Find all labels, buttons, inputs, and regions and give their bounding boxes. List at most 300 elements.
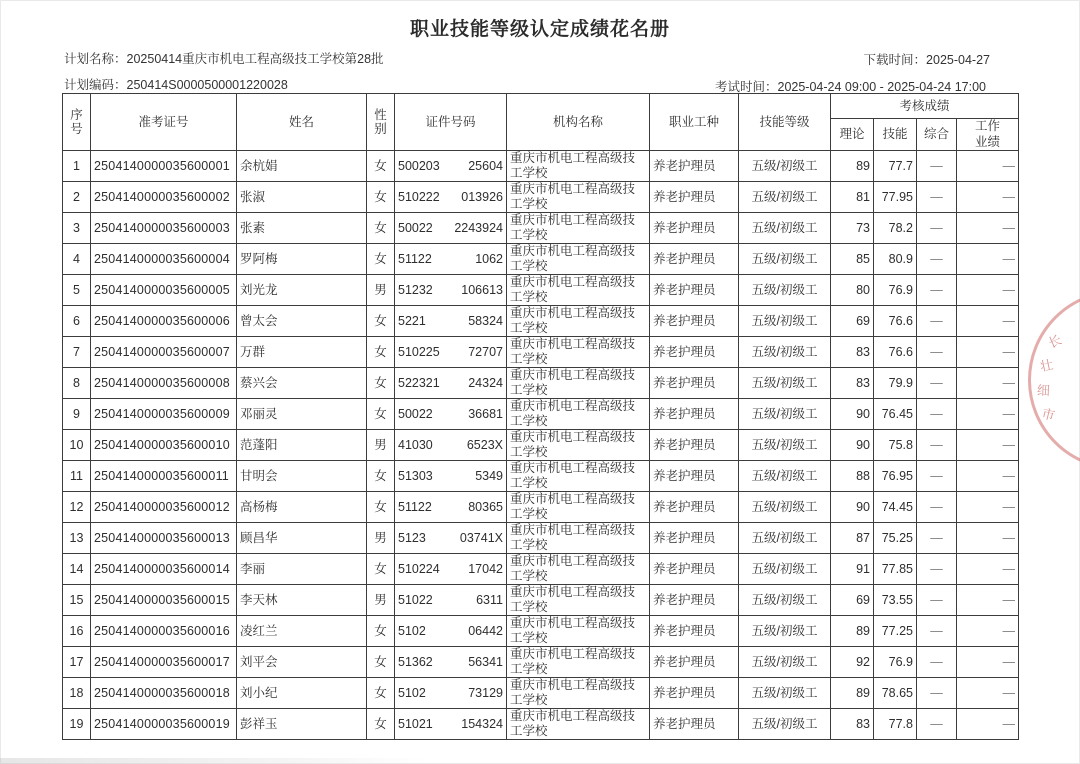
id-prefix: 5123 xyxy=(398,531,426,546)
cell-no: 8 xyxy=(63,368,91,399)
cell-no: 7 xyxy=(63,337,91,368)
cell-comprehensive: — xyxy=(917,523,957,554)
cell-level: 五级/初级工 xyxy=(739,430,831,461)
cell-comprehensive: — xyxy=(917,337,957,368)
stamp-glyph: 壮 xyxy=(1038,356,1055,375)
id-suffix: 2243924 xyxy=(454,221,503,236)
cell-work: — xyxy=(957,616,1019,647)
table-row xyxy=(63,492,1019,523)
cell-no: 2 xyxy=(63,182,91,213)
id-prefix: 51122 xyxy=(398,500,432,515)
exam-time-label: 考试时间： xyxy=(714,80,778,94)
cell-gender: 女 xyxy=(367,616,395,647)
cell-job: 养老护理员 xyxy=(650,430,739,461)
id-prefix: 5221 xyxy=(398,314,426,329)
cell-level: 五级/初级工 xyxy=(739,399,831,430)
cell-job: 养老护理员 xyxy=(650,492,739,523)
cell-gender: 女 xyxy=(367,337,395,368)
table-row xyxy=(63,430,1019,461)
cell-id xyxy=(395,244,507,275)
cell-job: 养老护理员 xyxy=(650,554,739,585)
id-prefix: 51022 xyxy=(398,593,433,608)
id-suffix: 6311 xyxy=(476,593,503,608)
cell-theory: 90 xyxy=(831,430,874,461)
id-prefix: 51362 xyxy=(398,655,433,670)
plan-code-line xyxy=(64,75,288,94)
col-header-comprehensive: 综合 xyxy=(917,119,957,151)
cell-ticket: 2504140000035600006 xyxy=(91,306,237,337)
cell-theory: 89 xyxy=(831,151,874,182)
table-row xyxy=(63,461,1019,492)
cell-work: — xyxy=(957,306,1019,337)
plan-code-value: 250414S0000500001220028 xyxy=(126,78,288,92)
cell-name: 刘平会 xyxy=(237,647,367,678)
cell-gender: 女 xyxy=(367,492,395,523)
cell-work: — xyxy=(957,523,1019,554)
table-row xyxy=(63,337,1019,368)
cell-comprehensive: — xyxy=(917,306,957,337)
cell-ticket: 2504140000035600001 xyxy=(91,151,237,182)
cell-org: 重庆市机电工程高级技工学校 xyxy=(507,585,650,616)
cell-id xyxy=(395,275,507,306)
cell-work: — xyxy=(957,151,1019,182)
cell-job: 养老护理员 xyxy=(650,461,739,492)
cell-comprehensive: — xyxy=(917,151,957,182)
cell-org: 重庆市机电工程高级技工学校 xyxy=(507,337,650,368)
cell-gender: 女 xyxy=(367,554,395,585)
cell-skill: 77.7 xyxy=(874,151,917,182)
table-row xyxy=(63,554,1019,585)
roster-body xyxy=(63,151,1019,740)
cell-name: 刘光龙 xyxy=(237,275,367,306)
cell-level: 五级/初级工 xyxy=(739,337,831,368)
cell-ticket: 2504140000035600010 xyxy=(91,430,237,461)
stamp-glyph: 细 xyxy=(1036,382,1051,399)
cell-theory: 91 xyxy=(831,554,874,585)
cell-name: 彭祥玉 xyxy=(237,709,367,740)
id-suffix: 6523X xyxy=(466,438,503,453)
id-suffix: 1062 xyxy=(475,252,503,267)
cell-job: 养老护理员 xyxy=(650,306,739,337)
id-suffix: 06442 xyxy=(468,624,503,639)
cell-comprehensive: — xyxy=(917,430,957,461)
cell-gender: 男 xyxy=(367,585,395,616)
id-suffix: 25604 xyxy=(468,159,503,174)
id-suffix: 58324 xyxy=(468,314,503,329)
cell-ticket: 2504140000035600009 xyxy=(91,399,237,430)
cell-id xyxy=(395,337,507,368)
cell-comprehensive: — xyxy=(917,647,957,678)
cell-skill: 77.85 xyxy=(874,554,917,585)
cell-name: 顾昌华 xyxy=(237,523,367,554)
plan-name-value: 20250414重庆市机电工程高级技工学校第28批 xyxy=(126,52,384,66)
cell-ticket: 2504140000035600012 xyxy=(91,492,237,523)
cell-skill: 76.9 xyxy=(874,647,917,678)
cell-ticket: 2504140000035600002 xyxy=(91,182,237,213)
cell-work: — xyxy=(957,368,1019,399)
id-suffix: 36681 xyxy=(468,407,503,422)
cell-job: 养老护理员 xyxy=(650,585,739,616)
cell-comprehensive: — xyxy=(917,182,957,213)
cell-ticket: 2504140000035600019 xyxy=(91,709,237,740)
cell-skill: 75.8 xyxy=(874,430,917,461)
cell-work: — xyxy=(957,647,1019,678)
cell-comprehensive: — xyxy=(917,709,957,740)
cell-level: 五级/初级工 xyxy=(739,647,831,678)
cell-name: 李丽 xyxy=(237,554,367,585)
col-header-skill: 技能 xyxy=(874,119,917,151)
table-row xyxy=(63,616,1019,647)
cell-id xyxy=(395,461,507,492)
cell-work: — xyxy=(957,399,1019,430)
cell-org: 重庆市机电工程高级技工学校 xyxy=(507,678,650,709)
cell-org: 重庆市机电工程高级技工学校 xyxy=(507,182,650,213)
cell-skill: 76.45 xyxy=(874,399,917,430)
id-prefix: 522321 xyxy=(398,376,440,391)
page-title: 职业技能等级认定成绩花名册 xyxy=(409,19,670,40)
cell-job: 养老护理员 xyxy=(650,368,739,399)
cell-skill: 76.95 xyxy=(874,461,917,492)
cell-comprehensive: — xyxy=(917,368,957,399)
cell-gender: 女 xyxy=(367,678,395,709)
cell-level: 五级/初级工 xyxy=(739,554,831,585)
cell-work: — xyxy=(957,492,1019,523)
cell-no: 3 xyxy=(63,213,91,244)
cell-gender: 男 xyxy=(367,430,395,461)
cell-id xyxy=(395,213,507,244)
cell-theory: 90 xyxy=(831,399,874,430)
cell-level: 五级/初级工 xyxy=(739,523,831,554)
cell-skill: 74.45 xyxy=(874,492,917,523)
col-header-org: 机构名称 xyxy=(507,94,650,151)
cell-ticket: 2504140000035600004 xyxy=(91,244,237,275)
cell-theory: 83 xyxy=(831,337,874,368)
id-suffix: 5349 xyxy=(475,469,503,484)
cell-level: 五级/初级工 xyxy=(739,585,831,616)
cell-comprehensive: — xyxy=(917,213,957,244)
cell-job: 养老护理员 xyxy=(650,275,739,306)
cell-job: 养老护理员 xyxy=(650,647,739,678)
cell-id xyxy=(395,585,507,616)
download-time-line xyxy=(864,50,990,69)
cell-no: 13 xyxy=(63,523,91,554)
cell-org: 重庆市机电工程高级技工学校 xyxy=(507,523,650,554)
cell-org: 重庆市机电工程高级技工学校 xyxy=(507,709,650,740)
cell-id xyxy=(395,709,507,740)
id-prefix: 51122 xyxy=(398,252,432,267)
cell-work: — xyxy=(957,213,1019,244)
cell-skill: 76.6 xyxy=(874,337,917,368)
cell-level: 五级/初级工 xyxy=(739,709,831,740)
cell-theory: 81 xyxy=(831,182,874,213)
cell-skill: 80.9 xyxy=(874,244,917,275)
cell-ticket: 2504140000035600008 xyxy=(91,368,237,399)
id-suffix: 80365 xyxy=(468,500,503,515)
cell-name: 高杨梅 xyxy=(237,492,367,523)
cell-theory: 89 xyxy=(831,678,874,709)
cell-id xyxy=(395,647,507,678)
id-suffix: 72707 xyxy=(468,345,503,360)
id-prefix: 50022 xyxy=(398,221,433,236)
cell-theory: 88 xyxy=(831,461,874,492)
cell-gender: 女 xyxy=(367,368,395,399)
exam-time-value: 2025-04-24 09:00 - 2025-04-24 17:00 xyxy=(777,80,986,94)
id-suffix: 24324 xyxy=(468,376,503,391)
cell-theory: 73 xyxy=(831,213,874,244)
cell-ticket: 2504140000035600003 xyxy=(91,213,237,244)
id-prefix: 5102 xyxy=(398,624,426,639)
col-header-work xyxy=(957,119,1019,151)
cell-name: 张淑 xyxy=(237,182,367,213)
cell-gender: 女 xyxy=(367,709,395,740)
cell-no: 18 xyxy=(63,678,91,709)
cell-skill: 77.25 xyxy=(874,616,917,647)
cell-level: 五级/初级工 xyxy=(739,213,831,244)
table-row xyxy=(63,213,1019,244)
col-header-work-label: 工作业绩 xyxy=(974,119,1000,149)
cell-comprehensive: — xyxy=(917,678,957,709)
cell-name: 余杭娟 xyxy=(237,151,367,182)
cell-job: 养老护理员 xyxy=(650,616,739,647)
cell-name: 蔡兴会 xyxy=(237,368,367,399)
cell-theory: 85 xyxy=(831,244,874,275)
cell-work: — xyxy=(957,244,1019,275)
table-row xyxy=(63,182,1019,213)
id-prefix: 51021 xyxy=(398,717,433,732)
cell-no: 6 xyxy=(63,306,91,337)
id-suffix: 154324 xyxy=(461,717,503,732)
table-row xyxy=(63,275,1019,306)
cell-no: 11 xyxy=(63,461,91,492)
id-prefix: 510225 xyxy=(398,345,440,360)
cell-gender: 女 xyxy=(367,151,395,182)
cell-org: 重庆市机电工程高级技工学校 xyxy=(507,275,650,306)
table-row xyxy=(63,585,1019,616)
cell-work: — xyxy=(957,182,1019,213)
id-prefix: 500203 xyxy=(398,159,440,174)
cell-id xyxy=(395,616,507,647)
table-row xyxy=(63,647,1019,678)
cell-no: 9 xyxy=(63,399,91,430)
col-header-level: 技能等级 xyxy=(739,94,831,151)
roster-header xyxy=(63,94,1019,151)
cell-skill: 78.2 xyxy=(874,213,917,244)
cell-work: — xyxy=(957,275,1019,306)
cell-comprehensive: — xyxy=(917,616,957,647)
stamp-glyph: 长 xyxy=(1045,331,1064,351)
cell-theory: 80 xyxy=(831,275,874,306)
cell-level: 五级/初级工 xyxy=(739,492,831,523)
table-row xyxy=(63,368,1019,399)
cell-no: 19 xyxy=(63,709,91,740)
roster-table xyxy=(62,93,1019,740)
table-row xyxy=(63,306,1019,337)
id-prefix: 51303 xyxy=(398,469,433,484)
cell-work: — xyxy=(957,461,1019,492)
cell-skill: 77.8 xyxy=(874,709,917,740)
plan-name-label: 计划名称： xyxy=(64,52,127,66)
cell-theory: 83 xyxy=(831,368,874,399)
cell-level: 五级/初级工 xyxy=(739,244,831,275)
cell-no: 12 xyxy=(63,492,91,523)
cell-org: 重庆市机电工程高级技工学校 xyxy=(507,430,650,461)
cell-id xyxy=(395,182,507,213)
cell-name: 凌红兰 xyxy=(237,616,367,647)
cell-level: 五级/初级工 xyxy=(739,182,831,213)
cell-name: 甘明会 xyxy=(237,461,367,492)
id-prefix: 51232 xyxy=(398,283,433,298)
cell-level: 五级/初级工 xyxy=(739,151,831,182)
table-row xyxy=(63,244,1019,275)
id-suffix: 56341 xyxy=(468,655,503,670)
cell-no: 16 xyxy=(63,616,91,647)
table-row xyxy=(63,709,1019,740)
table-row xyxy=(63,151,1019,182)
cell-org: 重庆市机电工程高级技工学校 xyxy=(507,461,650,492)
cell-level: 五级/初级工 xyxy=(739,368,831,399)
cell-name: 曾太会 xyxy=(237,306,367,337)
cell-level: 五级/初级工 xyxy=(739,306,831,337)
cell-gender: 男 xyxy=(367,275,395,306)
cell-gender: 女 xyxy=(367,244,395,275)
id-prefix: 510222 xyxy=(398,190,440,205)
cell-level: 五级/初级工 xyxy=(739,678,831,709)
id-suffix: 106613 xyxy=(461,283,503,298)
col-header-theory: 理论 xyxy=(831,119,874,151)
cell-comprehensive: — xyxy=(917,399,957,430)
cell-id xyxy=(395,492,507,523)
cell-job: 养老护理员 xyxy=(650,337,739,368)
cell-ticket: 2504140000035600014 xyxy=(91,554,237,585)
cell-no: 17 xyxy=(63,647,91,678)
cell-gender: 男 xyxy=(367,523,395,554)
cell-ticket: 2504140000035600017 xyxy=(91,647,237,678)
cell-id xyxy=(395,430,507,461)
cell-ticket: 2504140000035600007 xyxy=(91,337,237,368)
id-prefix: 50022 xyxy=(398,407,433,422)
plan-code-label: 计划编码： xyxy=(64,78,127,92)
cell-id xyxy=(395,523,507,554)
cell-work: — xyxy=(957,709,1019,740)
col-header-gender: 性别 xyxy=(367,94,395,151)
table-row xyxy=(63,523,1019,554)
cell-id xyxy=(395,151,507,182)
cell-gender: 女 xyxy=(367,213,395,244)
cell-work: — xyxy=(957,430,1019,461)
cell-level: 五级/初级工 xyxy=(739,461,831,492)
cell-comprehensive: — xyxy=(917,461,957,492)
cell-comprehensive: — xyxy=(917,275,957,306)
cell-org: 重庆市机电工程高级技工学校 xyxy=(507,368,650,399)
cell-job: 养老护理员 xyxy=(650,399,739,430)
id-prefix: 510224 xyxy=(398,562,440,577)
cell-id xyxy=(395,306,507,337)
cell-org: 重庆市机电工程高级技工学校 xyxy=(507,244,650,275)
cell-comprehensive: — xyxy=(917,554,957,585)
table-row xyxy=(63,399,1019,430)
id-prefix: 5102 xyxy=(398,686,426,701)
cell-skill: 75.25 xyxy=(874,523,917,554)
table-row xyxy=(63,678,1019,709)
cell-theory: 69 xyxy=(831,306,874,337)
cell-id xyxy=(395,678,507,709)
cell-ticket: 2504140000035600005 xyxy=(91,275,237,306)
cell-level: 五级/初级工 xyxy=(739,275,831,306)
cell-id xyxy=(395,368,507,399)
cell-comprehensive: — xyxy=(917,492,957,523)
cell-org: 重庆市机电工程高级技工学校 xyxy=(507,554,650,585)
scan-artifact xyxy=(0,758,430,764)
cell-ticket: 2504140000035600016 xyxy=(91,616,237,647)
col-header-idnum: 证件号码 xyxy=(395,94,507,151)
cell-job: 养老护理员 xyxy=(650,523,739,554)
col-header-seq: 序号 xyxy=(63,94,91,151)
cell-no: 5 xyxy=(63,275,91,306)
cell-job: 养老护理员 xyxy=(650,213,739,244)
cell-name: 邓丽灵 xyxy=(237,399,367,430)
col-header-score-group: 考核成绩 xyxy=(831,94,1019,119)
cell-work: — xyxy=(957,337,1019,368)
cell-work: — xyxy=(957,585,1019,616)
cell-theory: 87 xyxy=(831,523,874,554)
col-header-job: 职业工种 xyxy=(650,94,739,151)
col-header-name: 姓名 xyxy=(237,94,367,151)
cell-no: 4 xyxy=(63,244,91,275)
download-time-label: 下载时间： xyxy=(863,53,927,67)
cell-org: 重庆市机电工程高级技工学校 xyxy=(507,492,650,523)
cell-skill: 77.95 xyxy=(874,182,917,213)
cell-org: 重庆市机电工程高级技工学校 xyxy=(507,616,650,647)
cell-gender: 女 xyxy=(367,306,395,337)
cell-comprehensive: — xyxy=(917,244,957,275)
cell-id xyxy=(395,399,507,430)
cell-id xyxy=(395,554,507,585)
cell-no: 1 xyxy=(63,151,91,182)
cell-ticket: 2504140000035600011 xyxy=(91,461,237,492)
id-suffix: 73129 xyxy=(468,686,503,701)
cell-ticket: 2504140000035600015 xyxy=(91,585,237,616)
cell-job: 养老护理员 xyxy=(650,182,739,213)
cell-org: 重庆市机电工程高级技工学校 xyxy=(507,213,650,244)
download-time-value: 2025-04-27 xyxy=(926,53,990,67)
cell-skill: 79.9 xyxy=(874,368,917,399)
cell-skill: 78.65 xyxy=(874,678,917,709)
cell-org: 重庆市机电工程高级技工学校 xyxy=(507,647,650,678)
cell-job: 养老护理员 xyxy=(650,709,739,740)
cell-no: 10 xyxy=(63,430,91,461)
cell-job: 养老护理员 xyxy=(650,678,739,709)
cell-theory: 89 xyxy=(831,616,874,647)
cell-work: — xyxy=(957,554,1019,585)
cell-name: 范蓬阳 xyxy=(237,430,367,461)
cell-name: 刘小纪 xyxy=(237,678,367,709)
cell-skill: 76.9 xyxy=(874,275,917,306)
id-suffix: 013926 xyxy=(461,190,503,205)
cell-theory: 83 xyxy=(831,709,874,740)
id-prefix: 41030 xyxy=(398,438,433,453)
cell-work: — xyxy=(957,678,1019,709)
cell-no: 15 xyxy=(63,585,91,616)
cell-gender: 女 xyxy=(367,647,395,678)
cell-org: 重庆市机电工程高级技工学校 xyxy=(507,399,650,430)
cell-gender: 女 xyxy=(367,461,395,492)
cell-skill: 76.6 xyxy=(874,306,917,337)
cell-theory: 90 xyxy=(831,492,874,523)
cell-skill: 73.55 xyxy=(874,585,917,616)
cell-name: 万群 xyxy=(237,337,367,368)
cell-name: 张素 xyxy=(237,213,367,244)
stamp-glyph: 市 xyxy=(1040,405,1057,424)
